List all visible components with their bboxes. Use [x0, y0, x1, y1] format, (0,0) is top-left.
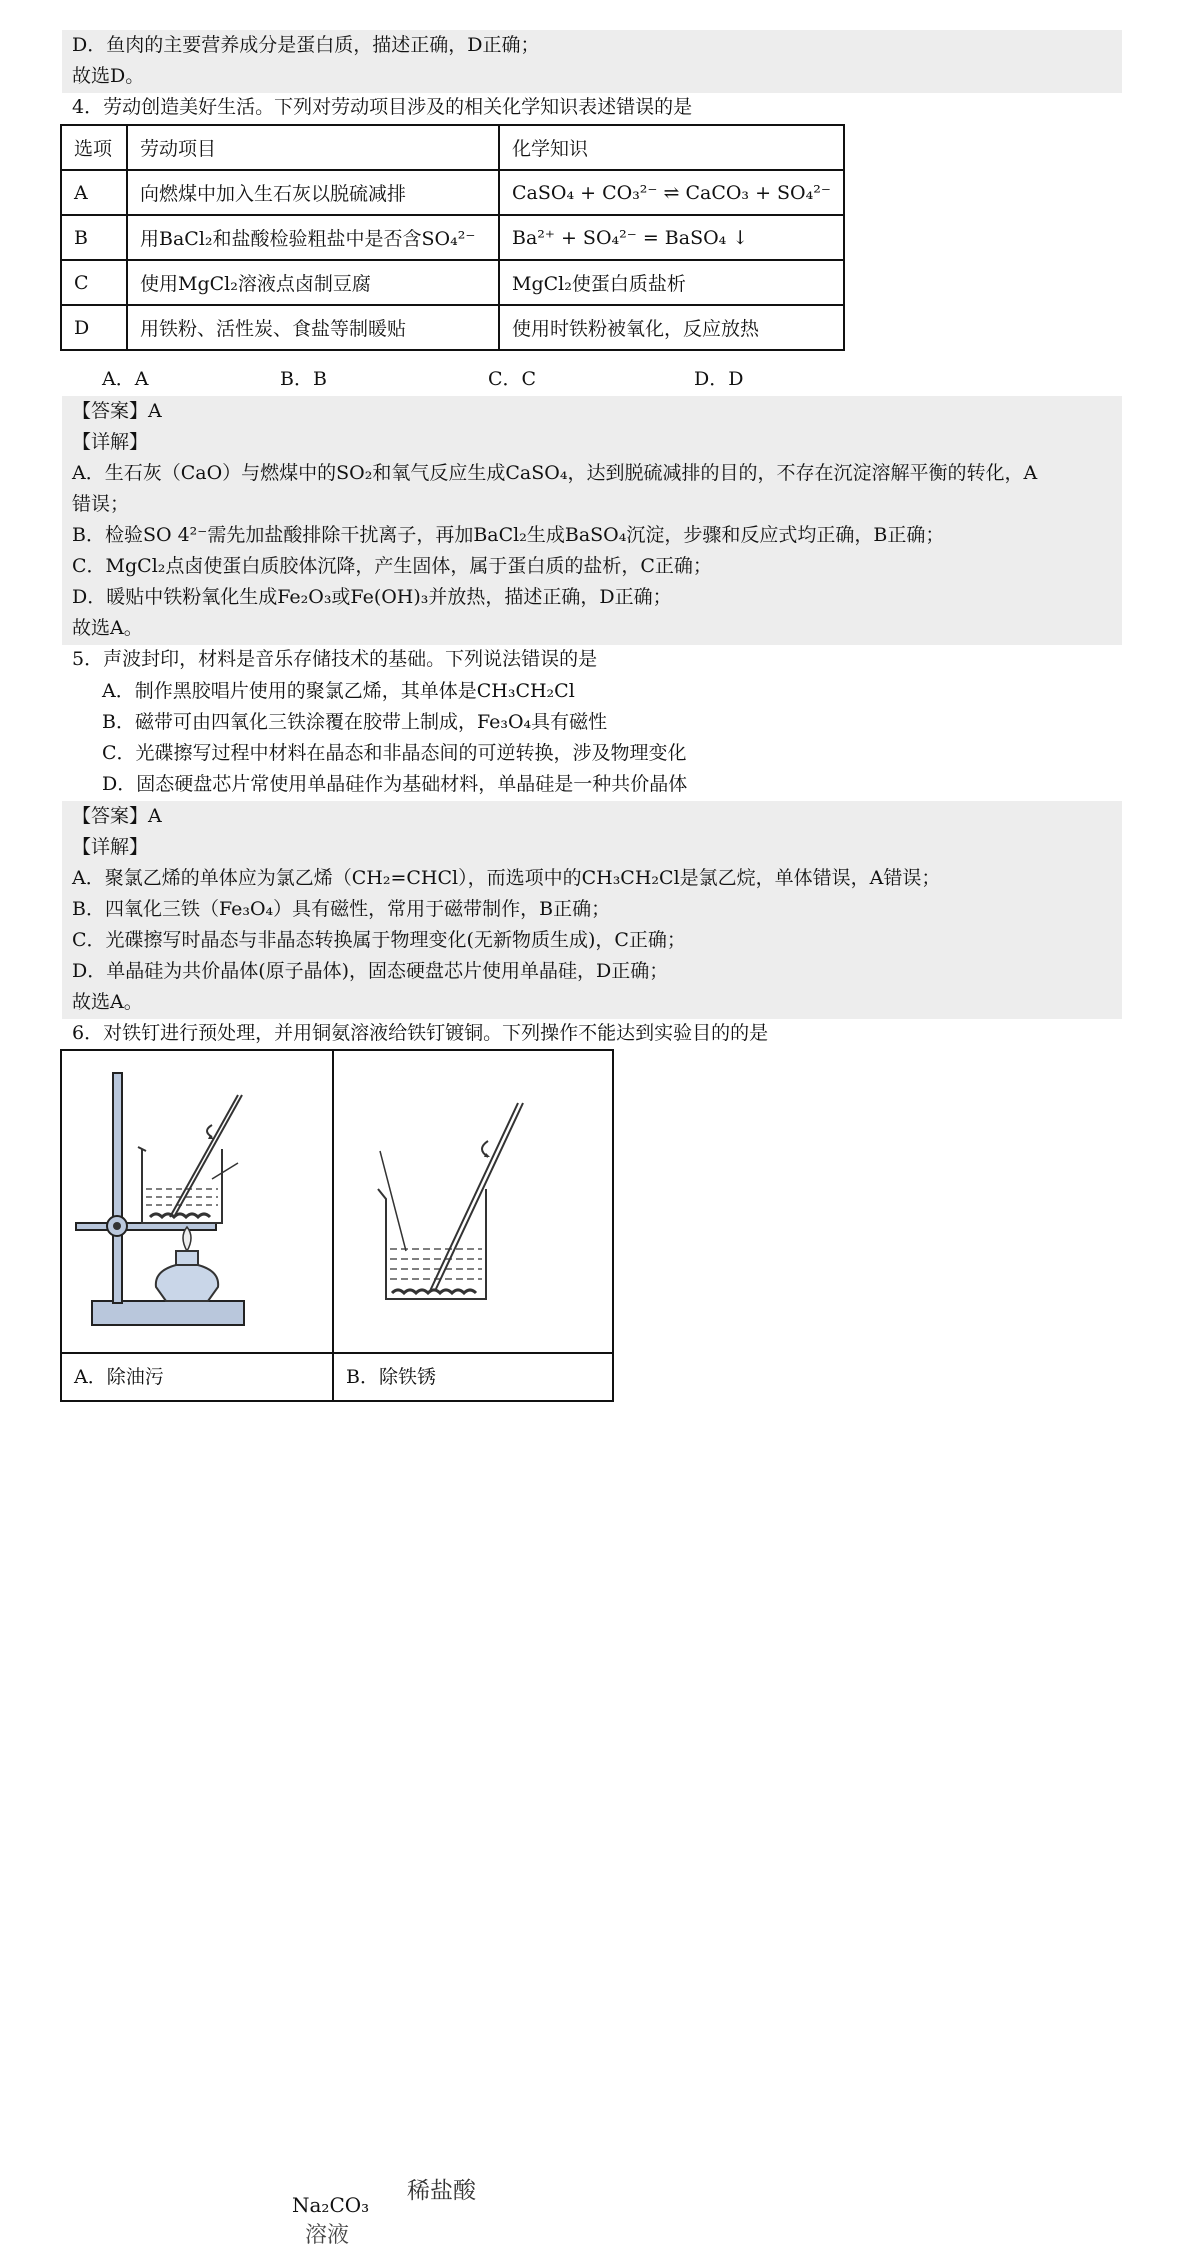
q4-stem: 4．劳动创造美好生活。下列对劳动项目涉及的相关化学知识表述错误的是	[72, 96, 693, 118]
row-knowledge: CaSO₄ + CO₃²⁻ ⇌ CaCO₃ + SO₄²⁻	[499, 170, 844, 215]
q3-conclusion: 故选D。	[72, 65, 145, 87]
row-option: B	[61, 215, 127, 260]
table-row	[61, 170, 844, 215]
table-row	[61, 305, 844, 350]
q5-option-a: A．制作黑胶唱片使用的聚氯乙烯，其单体是CH₃CH₂Cl	[102, 680, 575, 702]
q6-stem: 6．对铁钉进行预处理，并用铜氨溶液给铁钉镀铜。下列操作不能达到实验目的的是	[72, 1022, 769, 1044]
q4-detail-line: B．检验SO 4²⁻需先加盐酸排除干扰离子，再加BaCl₂生成BaSO₄沉淀，步骤和反应式均正确，B正确；	[72, 524, 945, 546]
q4-detail-line: 故选A。	[72, 617, 143, 639]
q4-choice-d: D．D	[694, 368, 744, 390]
q5-option-b: B．磁带可由四氧化三铁涂覆在胶带上制成，Fe₃O₄具有磁性	[102, 711, 608, 733]
row-knowledge: 使用时铁粉被氧化，反应放热	[499, 305, 844, 350]
figure-a-label-na2co3: Na₂CO₃	[292, 2193, 370, 2217]
q4-detail-title: 【详解】	[72, 431, 149, 453]
q5-option-c: C．光碟擦写过程中材料在晶态和非晶态间的可逆转换，涉及物理变化	[102, 742, 687, 764]
table-row	[61, 260, 844, 305]
q5-detail-line: B．四氧化三铁（Fe₃O₄）具有磁性，常用于磁带制作，B正确；	[72, 898, 611, 920]
q4-table	[60, 124, 845, 351]
figure-b-caption: B．除铁锈	[333, 1353, 613, 1401]
figure-a-label-solution: 溶液	[305, 2223, 350, 2248]
figure-b-label-dilute-hcl: 稀盐酸	[407, 2178, 476, 2204]
row-option: D	[61, 305, 127, 350]
table-row	[61, 215, 844, 260]
q4-answer: 【答案】A	[72, 400, 162, 422]
q5-detail-title: 【详解】	[72, 836, 149, 858]
q5-option-d: D．固态硬盘芯片常使用单晶硅作为基础材料，单晶硅是一种共价晶体	[102, 773, 688, 795]
q5-answer: 【答案】A	[72, 805, 162, 827]
q5-detail-line: C．光碟擦写时晶态与非晶态转换属于物理变化(无新物质生成)，C正确；	[72, 929, 686, 951]
row-task: 向燃煤中加入生石灰以脱硫减排	[127, 170, 499, 215]
header-knowledge: 化学知识	[499, 125, 844, 170]
header-option: 选项	[61, 125, 127, 170]
figure-a-heating-apparatus	[62, 1051, 332, 1347]
figure-a-caption: A．除油污	[61, 1353, 333, 1401]
q5-stem: 5．声波封印，材料是音乐存储技术的基础。下列说法错误的是	[72, 648, 598, 670]
figure-b-beaker-apparatus	[334, 1051, 612, 1347]
header-task: 劳动项目	[127, 125, 499, 170]
q4-choice-a: A．A	[102, 368, 149, 390]
row-task: 用BaCl₂和盐酸检验粗盐中是否含SO₄²⁻	[127, 215, 499, 260]
q5-detail-line: A．聚氯乙烯的单体应为氯乙烯（CH₂=CHCl），而选项中的CH₃CH₂Cl是氯乙烷，单体错误，A错误；	[72, 867, 941, 889]
q6-figure-table	[60, 1049, 614, 2248]
row-option: C	[61, 260, 127, 305]
row-task: 用铁粉、活性炭、食盐等制暖贴	[127, 305, 499, 350]
row-option: A	[61, 170, 127, 215]
row-knowledge: MgCl₂使蛋白质盐析	[499, 260, 844, 305]
row-task: 使用MgCl₂溶液点卤制豆腐	[127, 260, 499, 305]
q3-detail-d: D．鱼肉的主要营养成分是蛋白质，描述正确，D正确；	[72, 34, 540, 56]
q4-choice-c: C．C	[488, 368, 537, 390]
table-header-row	[61, 125, 844, 170]
q4-choice-b: B．B	[280, 368, 327, 390]
q5-detail-line: D．单晶硅为共价晶体(原子晶体)，固态硬盘芯片使用单晶硅，D正确；	[72, 960, 669, 982]
row-knowledge: Ba²⁺ + SO₄²⁻ = BaSO₄ ↓	[499, 215, 844, 260]
q4-detail-line: A．生石灰（CaO）与燃煤中的SO₂和氧气反应生成CaSO₄，达到脱硫减排的目的，不存在沉淀溶解平衡的转化，A	[72, 462, 1038, 484]
q4-detail-line: C．MgCl₂点卤使蛋白质胶体沉降，产生固体，属于蛋白质的盐析，C正确；	[72, 555, 712, 577]
q4-detail-line: D．暖贴中铁粉氧化生成Fe₂O₃或Fe(OH)₃并放热，描述正确，D正确；	[72, 586, 672, 608]
q5-detail-line: 故选A。	[72, 991, 143, 1013]
q4-detail-line: 错误；	[72, 493, 130, 515]
